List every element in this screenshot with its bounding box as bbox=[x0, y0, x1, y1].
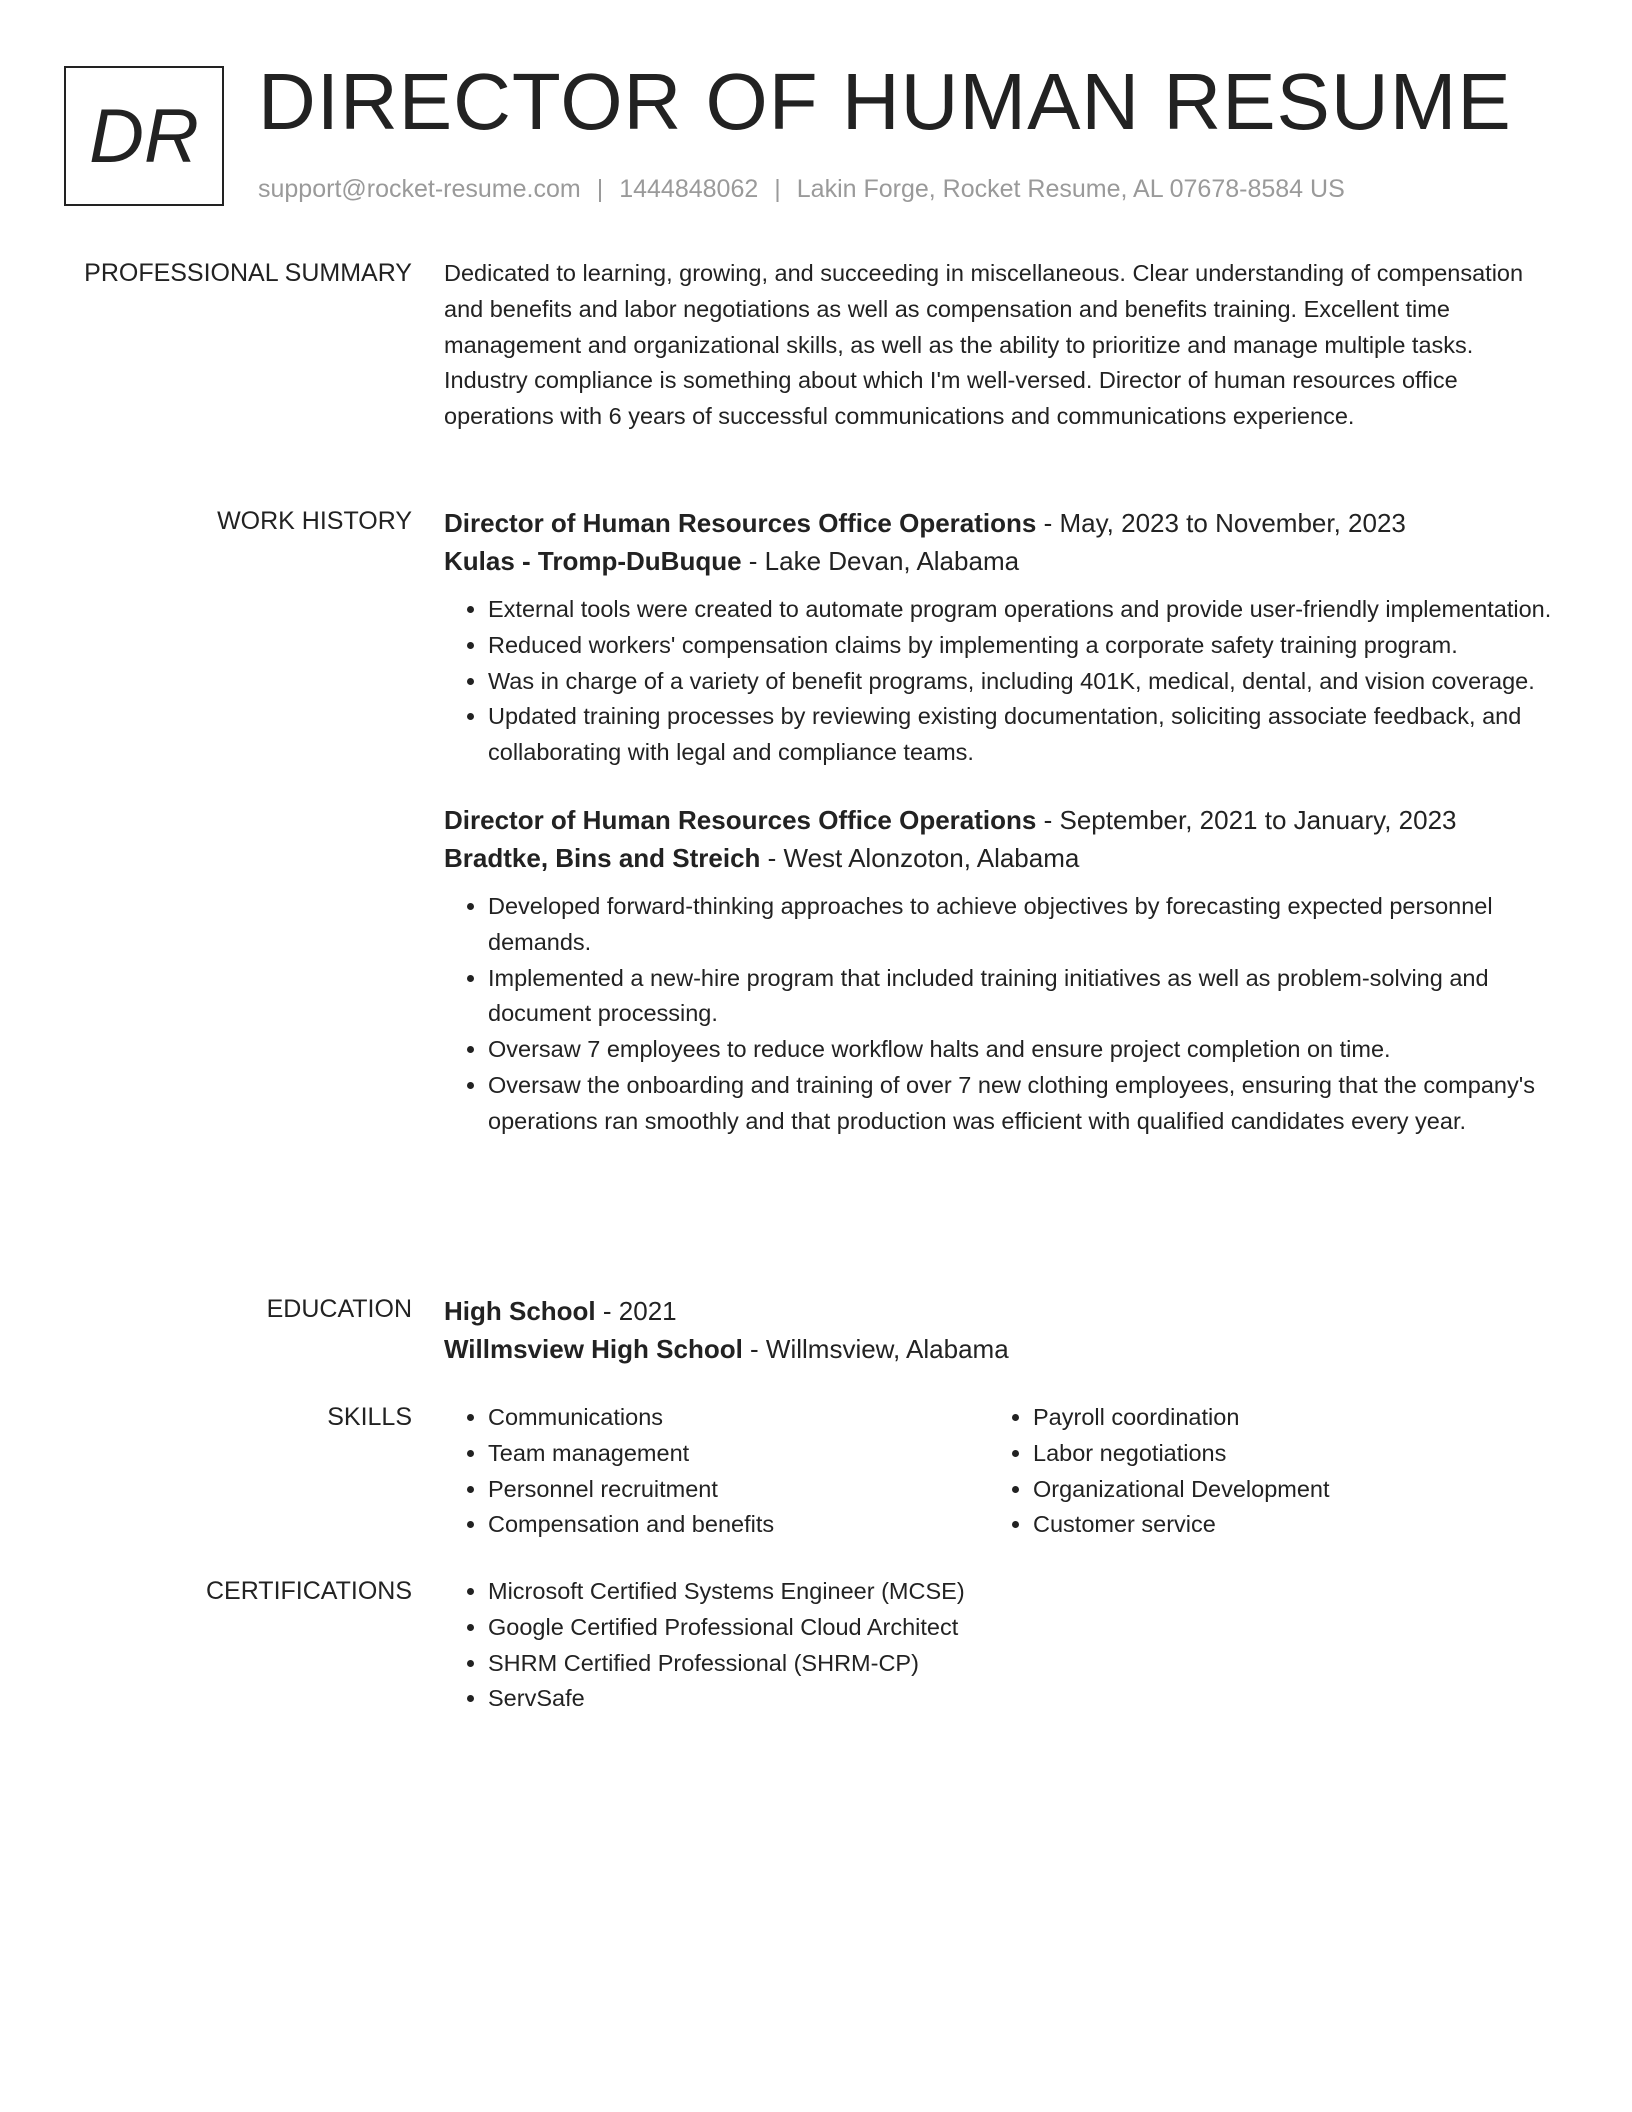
job-title: Director of Human Resources Office Operations bbox=[444, 508, 1037, 538]
skill-item: • Payroll coordination bbox=[1033, 1400, 1534, 1436]
education-location: - Willmsview, Alabama bbox=[742, 1334, 1009, 1364]
summary-body bbox=[444, 256, 1554, 435]
job-bullet: • External tools were created to automate program operations and provide user-friendly implementation. bbox=[488, 592, 1554, 628]
job-entry bbox=[444, 504, 1554, 771]
job-bullet: • Implemented a new-hire program that included training initiatives as well as problem-solving and document processing. bbox=[488, 961, 1554, 1033]
certification-item: • SHRM Certified Professional (SHRM-CP) bbox=[488, 1646, 1554, 1682]
skill-item: • Labor negotiations bbox=[1033, 1436, 1534, 1472]
education-year: - 2021 bbox=[595, 1296, 677, 1326]
job-company: Bradtke, Bins and Streich bbox=[444, 842, 761, 873]
job-bullet: • Oversaw 7 employees to reduce workflow halts and ensure project completion on time. bbox=[488, 1032, 1554, 1068]
job-bullet: • Oversaw the onboarding and training of over 7 new clothing employees, ensuring that the company's operations ran smoothly and that production was efficient with qualified candidates every year. bbox=[488, 1068, 1554, 1140]
skills-column-right bbox=[989, 1400, 1534, 1543]
job-company-line bbox=[444, 542, 1554, 580]
education-degree-line bbox=[444, 1292, 1554, 1330]
job-bullets bbox=[444, 592, 1554, 771]
job-title-line bbox=[444, 801, 1554, 839]
section-label-certifications: CERTIFICATIONS bbox=[205, 1577, 412, 1605]
job-company: Kulas - Tromp-DuBuque bbox=[444, 546, 742, 576]
job-bullet: • Was in charge of a variety of benefit programs, including 401K, medical, dental, and vision coverage. bbox=[488, 664, 1554, 700]
skills-body bbox=[444, 1400, 1554, 1543]
job-dates: - September, 2021 to January, 2023 bbox=[1036, 804, 1457, 835]
skill-item: • Compensation and benefits bbox=[488, 1507, 989, 1543]
certifications-list bbox=[444, 1574, 1554, 1717]
job-dates: - May, 2023 to November, 2023 bbox=[1036, 508, 1406, 538]
contact-line bbox=[258, 172, 1345, 206]
skill-item: • Customer service bbox=[1033, 1507, 1534, 1543]
job-bullets bbox=[444, 889, 1554, 1140]
certification-item: • Microsoft Certified Systems Engineer (MCSE) bbox=[488, 1574, 1554, 1610]
job-company-line bbox=[444, 839, 1554, 877]
education-school-line bbox=[444, 1330, 1554, 1368]
section-label-skills: SKILLS bbox=[327, 1403, 412, 1431]
monogram-box bbox=[64, 66, 224, 206]
section-label-education: EDUCATION bbox=[266, 1295, 412, 1323]
skill-item: • Personnel recruitment bbox=[488, 1472, 989, 1508]
job-bullet: • Updated training processes by reviewing existing documentation, soliciting associate feedback, and collaborating with legal and compliance teams. bbox=[488, 699, 1554, 771]
section-label-summary: PROFESSIONAL SUMMARY bbox=[84, 259, 412, 287]
certification-item: • Google Certified Professional Cloud Architect bbox=[488, 1610, 1554, 1646]
skill-item: • Organizational Development bbox=[1033, 1472, 1534, 1508]
section-label-work-history: WORK HISTORY bbox=[217, 507, 412, 535]
contact-phone[interactable]: 1444848062 bbox=[619, 175, 759, 203]
certification-item: • ServSafe bbox=[488, 1681, 1554, 1717]
job-location: - West Alonzoton, Alabama bbox=[760, 842, 1080, 873]
contact-address: Lakin Forge, Rocket Resume, AL 07678-8584 US bbox=[796, 175, 1345, 203]
work-history-body bbox=[444, 504, 1554, 1140]
contact-separator: | bbox=[596, 175, 604, 203]
summary-text: Dedicated to learning, growing, and succeeding in miscellaneous. Clear understanding of compensation and benefits and labor negotiations as well as compensation and benefits training. Excellent time management and organizational skills, as well as the ability to prioritize and manage multiple tasks. Industry compliance is something about which I'm well-versed. Director of human resources office operations with 6 years of successful communications and communications experience. bbox=[444, 260, 1524, 430]
job-entry bbox=[444, 801, 1554, 1140]
resume-title: DIRECTOR OF HUMAN RESUME bbox=[258, 57, 1512, 146]
job-title: Director of Human Resources Office Operations bbox=[444, 804, 1037, 835]
skill-item: • Communications bbox=[488, 1400, 989, 1436]
skills-column-left bbox=[444, 1400, 989, 1543]
education-degree: High School bbox=[444, 1296, 596, 1326]
contact-separator: | bbox=[774, 175, 781, 203]
certifications-body bbox=[444, 1574, 1554, 1717]
job-bullet: • Developed forward-thinking approaches to achieve objectives by forecasting expected personnel demands. bbox=[488, 889, 1554, 961]
job-location: - Lake Devan, Alabama bbox=[741, 546, 1020, 576]
education-body bbox=[444, 1292, 1554, 1368]
education-school: Willmsview High School bbox=[444, 1334, 743, 1364]
skill-item: • Team management bbox=[488, 1436, 989, 1472]
monogram-initials: DR bbox=[89, 93, 199, 179]
contact-email[interactable]: support@rocket-resume.com bbox=[258, 175, 581, 203]
job-bullet: • Reduced workers' compensation claims by implementing a corporate safety training program. bbox=[488, 628, 1554, 664]
job-title-line bbox=[444, 504, 1554, 542]
